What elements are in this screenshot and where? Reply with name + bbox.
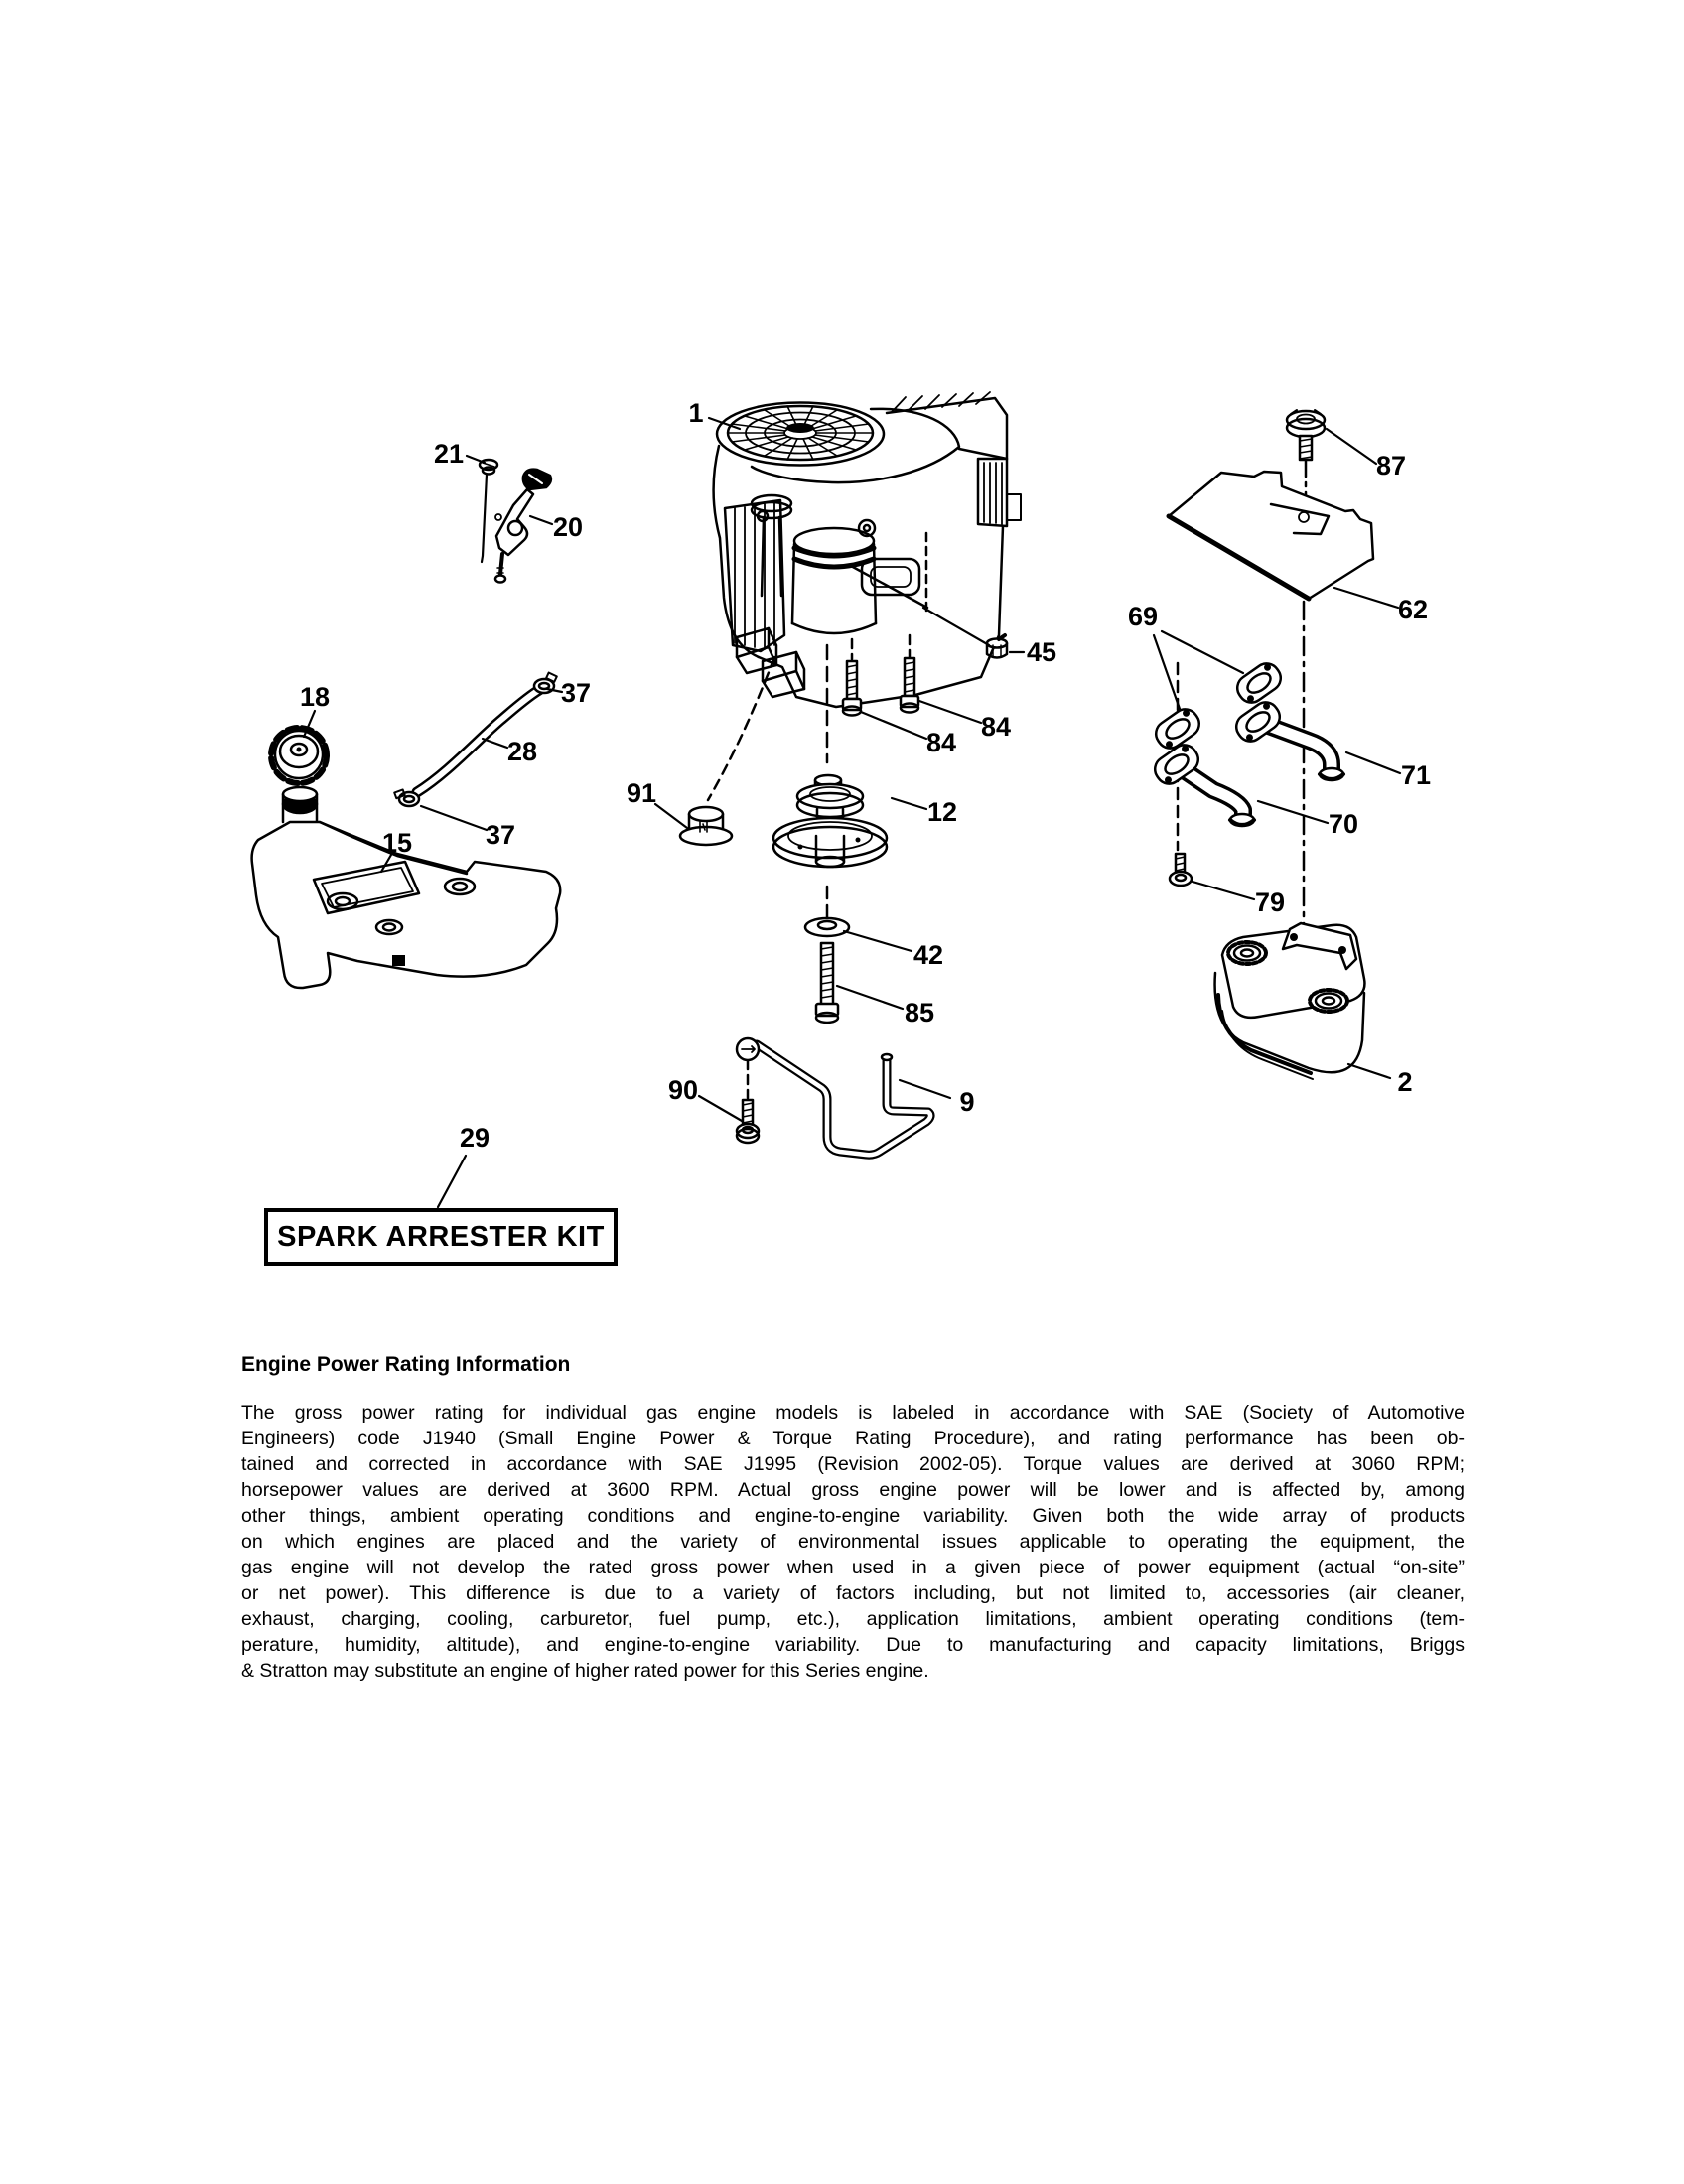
callout-21: 21 <box>433 439 465 469</box>
info-paragraph <box>241 1400 1465 1684</box>
fuel-cap-18 <box>271 728 327 783</box>
callout-90: 90 <box>667 1075 699 1105</box>
callout-20: 20 <box>552 512 584 542</box>
rod-9 <box>737 1038 930 1155</box>
paragraph-line: perature, humidity, altitude), and engine-to-engine variability. Due to manufacturing and capacity limitations, Briggs <box>241 1634 1465 1656</box>
heat-shield-62 <box>1169 472 1373 599</box>
callout-1: 1 <box>688 398 704 428</box>
paragraph-line: & Stratton may substitute an engine of higher rated power for this Series engine. <box>241 1660 929 1682</box>
paragraph-line: Engineers) code J1940 (Small Engine Power & Torque Rating Procedure), and rating performance has been ob- <box>241 1428 1465 1449</box>
callout-84-right: 84 <box>980 712 1012 742</box>
callout-42: 42 <box>912 940 944 970</box>
callout-2: 2 <box>1397 1067 1413 1097</box>
callout-37-bottom: 37 <box>485 820 516 850</box>
exhaust-pipe-70 <box>1180 767 1254 826</box>
callout-87: 87 <box>1375 451 1407 480</box>
callout-12: 12 <box>926 797 958 827</box>
paragraph-line: or net power). This difference is due to a variety of factors including, but not limited to, accessories (air cleaner, <box>241 1582 1465 1604</box>
bolt-84-right <box>901 658 918 713</box>
bolt-90 <box>737 1100 759 1143</box>
paragraph-line: gas engine will not develop the rated gross power when used in a given piece of power equipment (actual “on-site” <box>241 1557 1465 1578</box>
spark-arrester-kit-box <box>264 1208 618 1266</box>
callout-45: 45 <box>1026 637 1057 667</box>
muffler-port-right <box>1310 990 1347 1012</box>
callout-91: 91 <box>626 778 657 808</box>
muffler-2 <box>1215 923 1365 1079</box>
callout-62: 62 <box>1397 595 1429 624</box>
bracket-20 <box>495 470 551 583</box>
callout-15: 15 <box>381 828 413 858</box>
callout-85: 85 <box>904 998 935 1027</box>
engine-assembly <box>713 392 1021 707</box>
callout-84-left: 84 <box>925 728 957 757</box>
callout-37-top: 37 <box>560 678 592 708</box>
callout-9: 9 <box>959 1087 975 1117</box>
callout-79: 79 <box>1254 887 1286 917</box>
washer-42 <box>805 918 849 936</box>
callout-69: 69 <box>1127 602 1159 631</box>
muffler-port-left <box>1228 942 1266 964</box>
bushing-91 <box>680 807 732 845</box>
info-heading: Engine Power Rating Information <box>241 1353 571 1376</box>
bolt-84-left <box>843 661 861 716</box>
paragraph-line: on which engines are placed and the variety of environmental issues applicable to operating the equipment, the <box>241 1531 1465 1553</box>
callout-18: 18 <box>299 682 331 712</box>
pulley-12 <box>773 775 887 867</box>
bolt-85 <box>816 943 838 1023</box>
screw-21 <box>480 460 497 562</box>
fuel-tank-15 <box>252 787 561 988</box>
pipe-71-flange <box>1231 697 1285 746</box>
bolt-79 <box>1170 854 1192 886</box>
callout-70: 70 <box>1328 809 1359 839</box>
paragraph-line: exhaust, charging, cooling, carburetor, fuel pump, etc.), application limitations, ambient operating conditions (tem- <box>241 1608 1465 1630</box>
spark-arrester-kit-label: SPARK ARRESTER KIT <box>277 1220 605 1253</box>
paragraph-line: tained and corrected in accordance with SAE J1995 (Revision 2002-05). Torque values are derived at 3060 RPM; <box>241 1453 1465 1475</box>
gasket-69-right <box>1232 658 1286 707</box>
callout-71: 71 <box>1400 760 1432 790</box>
paragraph-line: horsepower values are derived at 3600 RPM. Actual gross engine power will be lower and is affected by, among <box>241 1479 1465 1501</box>
callout-29: 29 <box>459 1123 491 1153</box>
screw-87 <box>1287 410 1325 460</box>
paragraph-line: The gross power rating for individual gas engine models is labeled in accordance with SAE (Society of Automotive <box>241 1402 1465 1424</box>
callout-28: 28 <box>506 737 538 766</box>
paragraph-line: other things, ambient operating conditions and engine-to-engine variability. Given both the wide array of products <box>241 1505 1465 1527</box>
